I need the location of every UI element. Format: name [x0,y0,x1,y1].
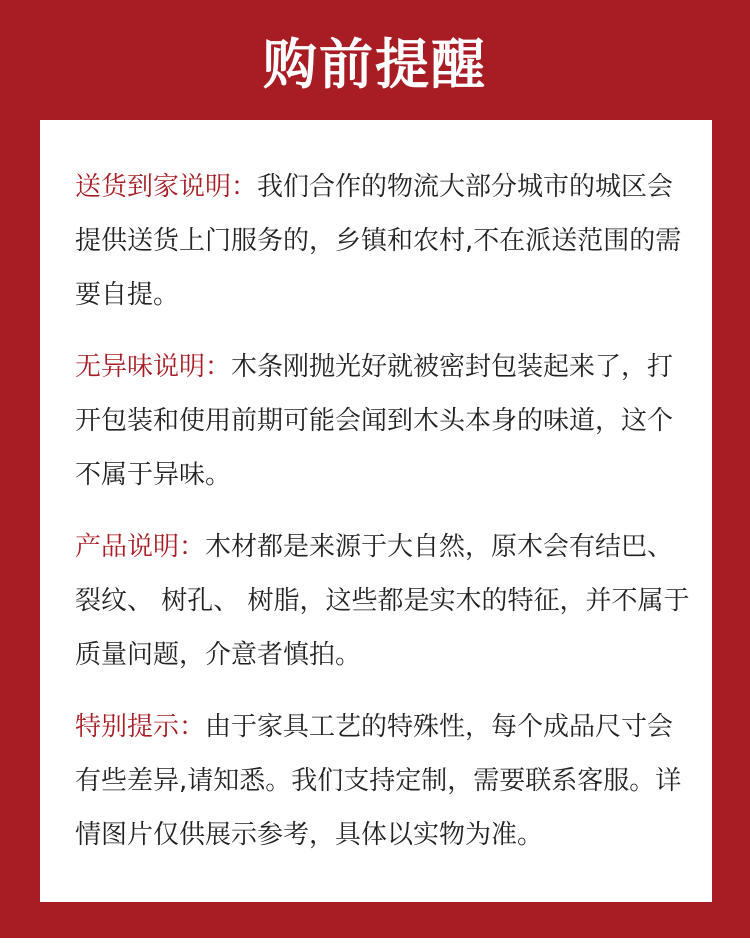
notice-panel [40,120,712,902]
notice-odor-text: 木条刚抛光好就被密封包装起来了，打开包装和使用前期可能会闻到木头本身的味道，这个不属于异味。 [75,352,674,490]
notice-special-text: 由于家具工艺的特殊性，每个成品尺寸会有些差异,请知悉。我们支持定制，需要联系客服。详情图片仅供展示参考，具体以实物为准。 [75,712,682,850]
notice-product-label: 产品说明： [75,532,206,562]
notice-special [75,700,695,862]
notice-delivery-text: 我们合作的物流大部分城市的城区会提供送货上门服务的，乡镇和农村,不在派送范围的需要自提。 [75,172,682,310]
notice-odor [75,340,695,502]
notice-delivery-label: 送货到家说明： [75,172,258,202]
notice-product [75,520,695,682]
notice-product-text: 木材都是来源于大自然，原木会有结巴、 裂纹、 树孔、 树脂，这些都是实木的特征，并不属于质量问题，介意者慎拍。 [75,532,690,670]
notice-special-label: 特别提示： [75,712,206,742]
page-title: 购前提醒 [263,32,487,96]
notice-delivery [75,160,695,322]
notice-odor-label: 无异味说明： [75,352,232,382]
